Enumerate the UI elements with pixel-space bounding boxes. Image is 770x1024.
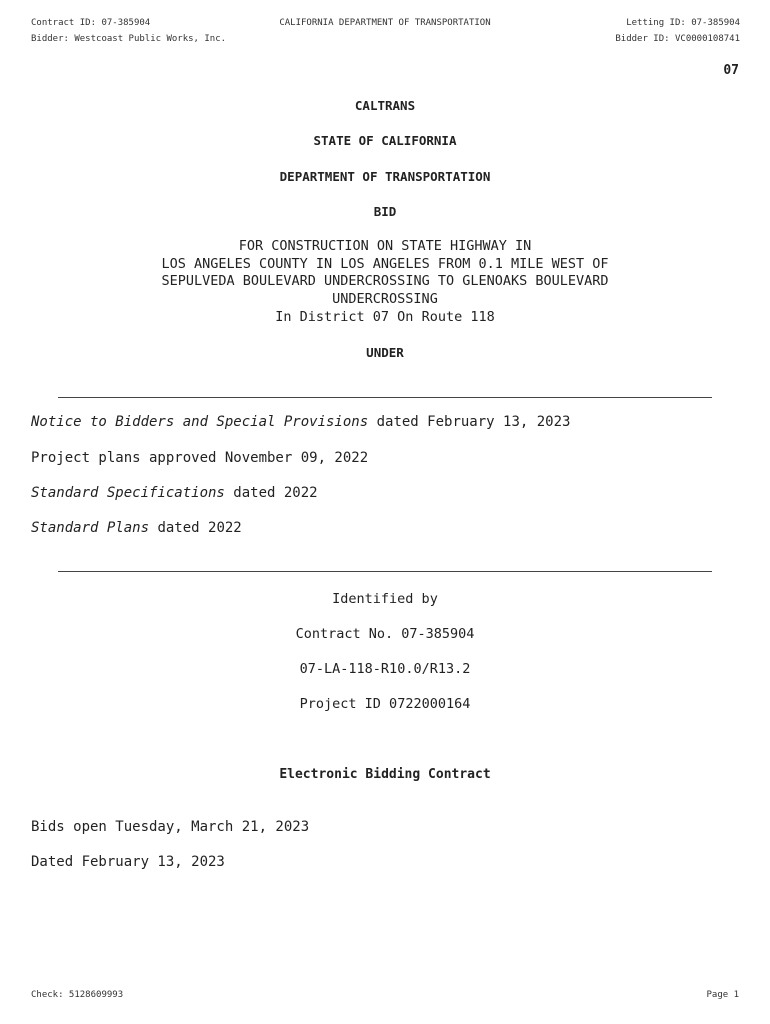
district-route-line: In District 07 On Route 118	[275, 309, 495, 325]
check-number: Check: 5128609993	[31, 990, 124, 1000]
bids-open-date: Bids open Tuesday, March 21, 2023	[31, 819, 310, 835]
document-notice-title: Notice to Bidders and Special Provisions	[31, 414, 369, 430]
document-notice-date: dated February 13, 2023	[368, 414, 571, 430]
project-id: Project ID 0722000164	[299, 696, 471, 712]
divider	[58, 571, 712, 572]
dated-line: Dated February 13, 2023	[31, 854, 225, 870]
document-standard-plans-title: Standard Plans	[31, 520, 150, 536]
document-standard-specifications-title: Standard Specifications	[31, 485, 225, 501]
under-title: UNDER	[366, 345, 404, 360]
document-standard-specifications	[31, 485, 318, 501]
document-project-plans	[31, 450, 368, 466]
letting-id: Letting ID: 07-385904	[626, 18, 740, 28]
description-line: FOR CONSTRUCTION ON STATE HIGHWAY IN	[238, 238, 532, 254]
divider	[58, 397, 712, 398]
location-code: 07-LA-118-R10.0/R13.2	[299, 661, 471, 677]
document-notice	[31, 414, 570, 430]
page-number: Page 1	[706, 990, 739, 1000]
department-title: DEPARTMENT OF TRANSPORTATION	[279, 169, 491, 184]
document-standard-specifications-date: dated 2022	[224, 485, 318, 501]
header-department: CALIFORNIA DEPARTMENT OF TRANSPORTATION	[279, 18, 491, 28]
state-title: STATE OF CALIFORNIA	[313, 133, 457, 148]
document-standard-plans	[31, 520, 242, 536]
identified-by-label: Identified by	[332, 591, 438, 607]
contract-id: Contract ID: 07-385904	[31, 18, 151, 28]
bidder-name: Bidder: Westcoast Public Works, Inc.	[31, 34, 227, 44]
description-line: UNDERCROSSING	[332, 291, 438, 307]
bidder-id: Bidder ID: VC0000108741	[615, 34, 740, 44]
district-code: 07	[723, 63, 739, 78]
bid-title: BID	[373, 204, 397, 219]
agency-title: CALTRANS	[354, 98, 416, 113]
description-line: LOS ANGELES COUNTY IN LOS ANGELES FROM 0.1 MILE WEST OF	[161, 256, 609, 272]
contract-number: Contract No. 07-385904	[295, 626, 475, 642]
contract-type: Electronic Bidding Contract	[279, 767, 491, 782]
description-line: SEPULVEDA BOULEVARD UNDERCROSSING TO GLENOAKS BOULEVARD	[161, 273, 609, 289]
document-project-plans-text: Project plans approved November 09, 2022	[31, 450, 369, 466]
document-standard-plans-date: dated 2022	[149, 520, 242, 536]
